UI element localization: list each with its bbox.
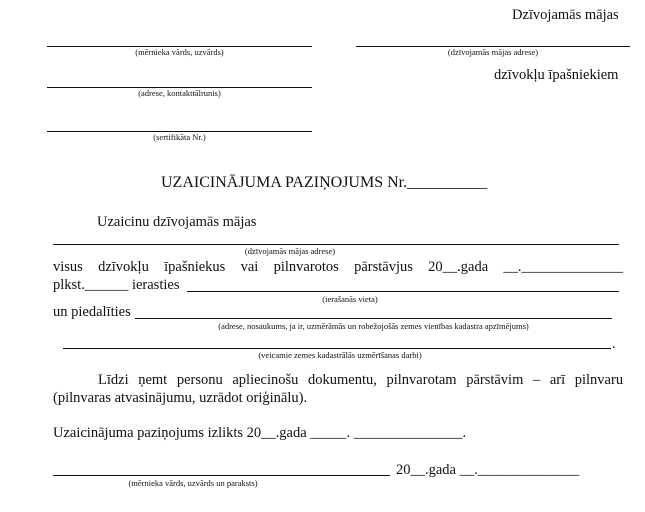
works-line[interactable] xyxy=(63,348,611,349)
word: ņemt xyxy=(138,372,168,388)
time-and-place-label: plkst.______ ierasties xyxy=(53,277,180,293)
works-caption: (veicamie zemes kadastrālās uzmērīšanas darbi) xyxy=(258,350,422,360)
documents-paragraph-line2: (pilnvaras atvasinājumu, uzrādot oriģinālu). xyxy=(53,390,308,406)
meeting-place-caption: (ierašanās vieta) xyxy=(322,294,378,304)
parcel-caption: (adrese, nosaukums, ja ir, uzmērāmās un robežojošās zemes vienības kadastra apzīmējums) xyxy=(218,321,529,331)
year-field[interactable]: 20__.gada xyxy=(428,259,489,275)
participate-label: un piedalīties xyxy=(53,304,131,320)
word: īpašniekus xyxy=(164,259,226,275)
word: personu xyxy=(176,372,223,388)
house-address-body-caption: (dzīvojamās mājas adrese) xyxy=(244,246,336,256)
word: pārstāvjus xyxy=(354,259,413,275)
date-field[interactable]: __.______________ xyxy=(503,259,624,275)
word: visus xyxy=(53,259,83,275)
parcel-line[interactable] xyxy=(135,318,612,319)
word: vai xyxy=(240,259,259,275)
house-address-caption: (dzīvojamās mājas adrese) xyxy=(447,47,539,57)
word: pilnvarotam xyxy=(386,372,457,388)
signature-date[interactable]: 20__.gada __.______________ xyxy=(396,462,580,478)
document-title: UZAICINĀJUMA PAZIŅOJUMS Nr.__________ xyxy=(161,174,488,191)
surveyor-name-caption: (mērnieka vārds, uzvārds) xyxy=(135,47,224,57)
word: pilnvarotos xyxy=(273,259,339,275)
word: apliecinošu xyxy=(232,372,299,388)
word: pārstāvim xyxy=(466,372,524,388)
contact-caption: (adrese, kontakttālrunis) xyxy=(138,88,221,98)
certificate-caption: (sertifikāta Nr.) xyxy=(153,132,206,142)
word: arī xyxy=(549,372,566,388)
invitation-intro: Uzaicinu dzīvojamās mājas xyxy=(97,214,257,230)
house-address-body-line[interactable] xyxy=(53,244,619,245)
word: pilnvaru xyxy=(574,372,624,388)
documents-paragraph-line1 xyxy=(98,372,623,389)
posted-line: Uzaicinājuma paziņojums izlikts 20__.gada _____. _______________. xyxy=(53,425,467,441)
works-line-end: . xyxy=(612,336,616,352)
addressee-label: Dzīvojamās mājas xyxy=(512,7,619,23)
word: – xyxy=(532,372,541,388)
word: dokumentu, xyxy=(308,372,377,388)
signature-line[interactable] xyxy=(53,475,390,476)
signature-caption: (mērnieka vārds, uzvārds un paraksts) xyxy=(128,478,258,488)
word: dzīvokļu xyxy=(98,259,149,275)
meeting-place-line[interactable] xyxy=(187,291,619,292)
addressee-owners-label: dzīvokļu īpašniekiem xyxy=(494,67,619,83)
word: Līdzi xyxy=(98,372,129,388)
owners-line xyxy=(53,259,623,276)
